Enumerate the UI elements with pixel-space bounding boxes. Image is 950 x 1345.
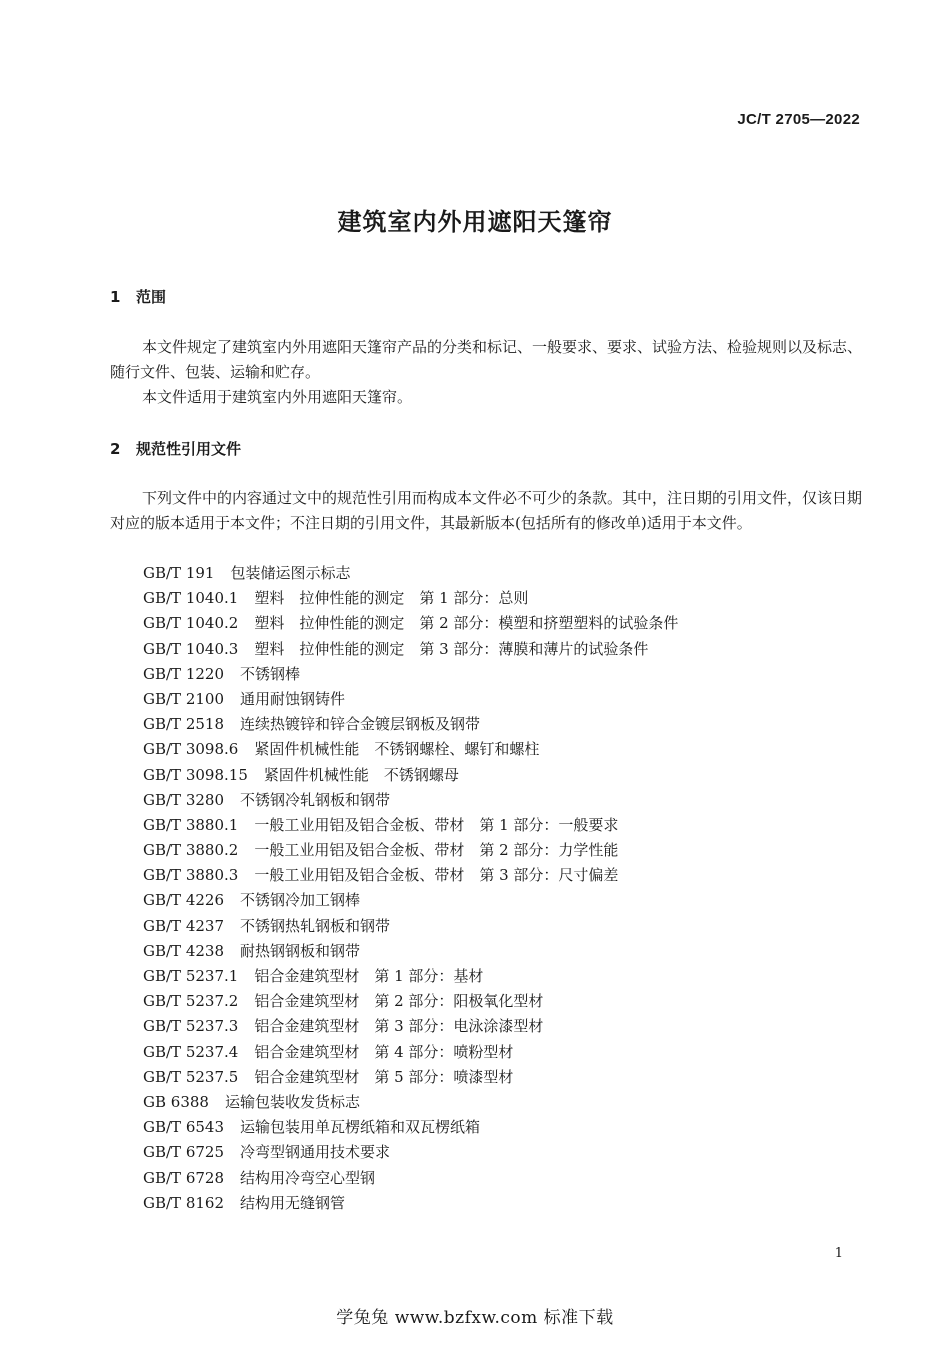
reference-item: [143, 1065, 678, 1090]
reference-code: GB/T 191: [143, 564, 215, 582]
reference-item: [143, 561, 678, 586]
reference-code: GB/T 3880.3: [143, 866, 239, 885]
standard-number: JC/T 2705—2022: [737, 111, 860, 128]
reference-item: [143, 1140, 678, 1165]
reference-item: [143, 939, 678, 964]
reference-code: GB/T 2100: [143, 689, 225, 708]
reference-title: 一般工业用铝及铝合金板、带材 第 2 部分：力学性能: [254, 841, 619, 860]
section-1-title: 范围: [136, 288, 167, 306]
reference-title: 塑料 拉伸性能的测定 第 3 部分：薄膜和薄片的试验条件: [254, 639, 649, 658]
reference-title: 通用耐蚀钢铸件: [240, 689, 346, 708]
reference-title: 包装储运图示标志: [230, 564, 351, 582]
reference-item: [143, 662, 678, 687]
reference-item: [143, 863, 678, 888]
reference-code: GB/T 3880.2: [143, 841, 239, 860]
document-title: 建筑室内外用遮阳天篷帘: [337, 208, 613, 236]
section-1-paragraph-1: 本文件规定了建筑室内外用遮阳天篷帘产品的分类和标记、一般要求、要求、试验方法、检验规则以及标志、随行文件、包装、运输和贮存。: [110, 338, 863, 381]
reference-code: GB/T 5237.3: [143, 1017, 239, 1036]
reference-item: [143, 687, 678, 712]
reference-item: [143, 813, 678, 838]
reference-item: [143, 1115, 678, 1140]
reference-code: GB/T 8162: [143, 1193, 225, 1212]
reference-title: 紧固件机械性能 不锈钢螺母: [263, 765, 459, 784]
reference-item: [143, 1040, 678, 1065]
reference-title: 运输包装收发货标志: [224, 1092, 360, 1111]
reference-title: 结构用冷弯空心型钢: [240, 1168, 376, 1187]
reference-item: [143, 712, 678, 737]
reference-title: 结构用无缝钢管: [240, 1193, 346, 1212]
reference-code: GB/T 4237: [143, 916, 225, 935]
section-2-heading: [110, 438, 241, 459]
reference-title: 不锈钢热轧钢板和钢带: [240, 916, 391, 935]
reference-title: 不锈钢冷加工钢棒: [240, 891, 361, 910]
reference-code: GB/T 6725: [143, 1143, 225, 1162]
reference-item: [143, 1014, 678, 1039]
reference-item: [143, 888, 678, 913]
reference-code: GB/T 1220: [143, 664, 225, 683]
reference-title: 耐热钢钢板和钢带: [240, 941, 361, 960]
reference-code: GB/T 6728: [143, 1168, 225, 1187]
download-watermark: 学兔兔 www.bzfxw.com 标准下载: [336, 1308, 614, 1328]
reference-title: 一般工业用铝及铝合金板、带材 第 3 部分：尺寸偏差: [254, 866, 619, 885]
reference-code: GB/T 1040.1: [143, 589, 239, 608]
reference-title: 不锈钢棒: [240, 664, 301, 683]
reference-item: [143, 611, 678, 636]
reference-title: 铝合金建筑型材 第 5 部分：喷漆型材: [254, 1067, 514, 1086]
reference-code: GB/T 3098.15: [143, 765, 248, 784]
page-number: 1: [834, 1246, 843, 1261]
reference-item: [143, 737, 678, 762]
reference-item: [143, 838, 678, 863]
reference-code: GB/T 4226: [143, 891, 225, 910]
reference-code: GB/T 3098.6: [143, 740, 239, 759]
reference-code: GB/T 5237.2: [143, 992, 239, 1011]
reference-list: [143, 561, 678, 1216]
reference-item: [143, 964, 678, 989]
reference-item: [143, 989, 678, 1014]
reference-item: [143, 637, 678, 662]
reference-code: GB/T 1040.2: [143, 614, 239, 633]
section-1-number: 1: [110, 288, 121, 306]
section-2-intro: 下列文件中的内容通过文中的规范性引用而构成本文件必不可少的条款。其中，注日期的引用文件，仅该日期对应的版本适用于本文件；不注日期的引用文件，其最新版本(包括所有的修改单)适用于本文件。: [110, 489, 863, 532]
reference-title: 冷弯型钢通用技术要求: [240, 1143, 391, 1162]
reference-item: [143, 1191, 678, 1216]
section-2-number: 2: [110, 440, 121, 458]
reference-title: 一般工业用铝及铝合金板、带材 第 1 部分：一般要求: [254, 815, 619, 834]
reference-item: [143, 1166, 678, 1191]
reference-code: GB/T 5237.4: [143, 1042, 239, 1061]
reference-title: 运输包装用单瓦楞纸箱和双瓦楞纸箱: [240, 1118, 481, 1137]
reference-item: [143, 763, 678, 788]
reference-item: [143, 1090, 678, 1115]
reference-code: GB/T 5237.5: [143, 1067, 239, 1086]
section-1-heading: [110, 286, 166, 307]
reference-code: GB/T 2518: [143, 715, 225, 734]
reference-item: [143, 788, 678, 813]
reference-code: GB/T 4238: [143, 941, 225, 960]
reference-code: GB/T 3880.1: [143, 815, 239, 834]
reference-code: GB/T 5237.1: [143, 967, 239, 985]
reference-title: 紧固件机械性能 不锈钢螺栓、螺钉和螺柱: [254, 740, 540, 759]
reference-code: GB 6388: [143, 1092, 209, 1111]
reference-title: 铝合金建筑型材 第 2 部分：阳极氧化型材: [254, 992, 544, 1011]
reference-title: 铝合金建筑型材 第 1 部分：基材: [254, 967, 484, 985]
reference-title: 铝合金建筑型材 第 4 部分：喷粉型材: [254, 1042, 514, 1061]
reference-title: 连续热镀锌和锌合金镀层钢板及钢带: [240, 715, 481, 734]
reference-title: 不锈钢冷轧钢板和钢带: [240, 790, 391, 809]
reference-item: [143, 914, 678, 939]
reference-code: GB/T 6543: [143, 1118, 225, 1137]
reference-code: GB/T 3280: [143, 790, 225, 809]
reference-code: GB/T 1040.3: [143, 639, 239, 658]
section-2-title: 规范性引用文件: [136, 440, 242, 458]
reference-title: 塑料 拉伸性能的测定 第 2 部分：模塑和挤塑塑料的试验条件: [254, 614, 679, 633]
reference-title: 塑料 拉伸性能的测定 第 1 部分：总则: [254, 589, 529, 608]
reference-item: [143, 586, 678, 611]
section-1-paragraph-2: 本文件适用于建筑室内外用遮阳天篷帘。: [142, 388, 413, 406]
reference-title: 铝合金建筑型材 第 3 部分：电泳涂漆型材: [254, 1017, 544, 1036]
